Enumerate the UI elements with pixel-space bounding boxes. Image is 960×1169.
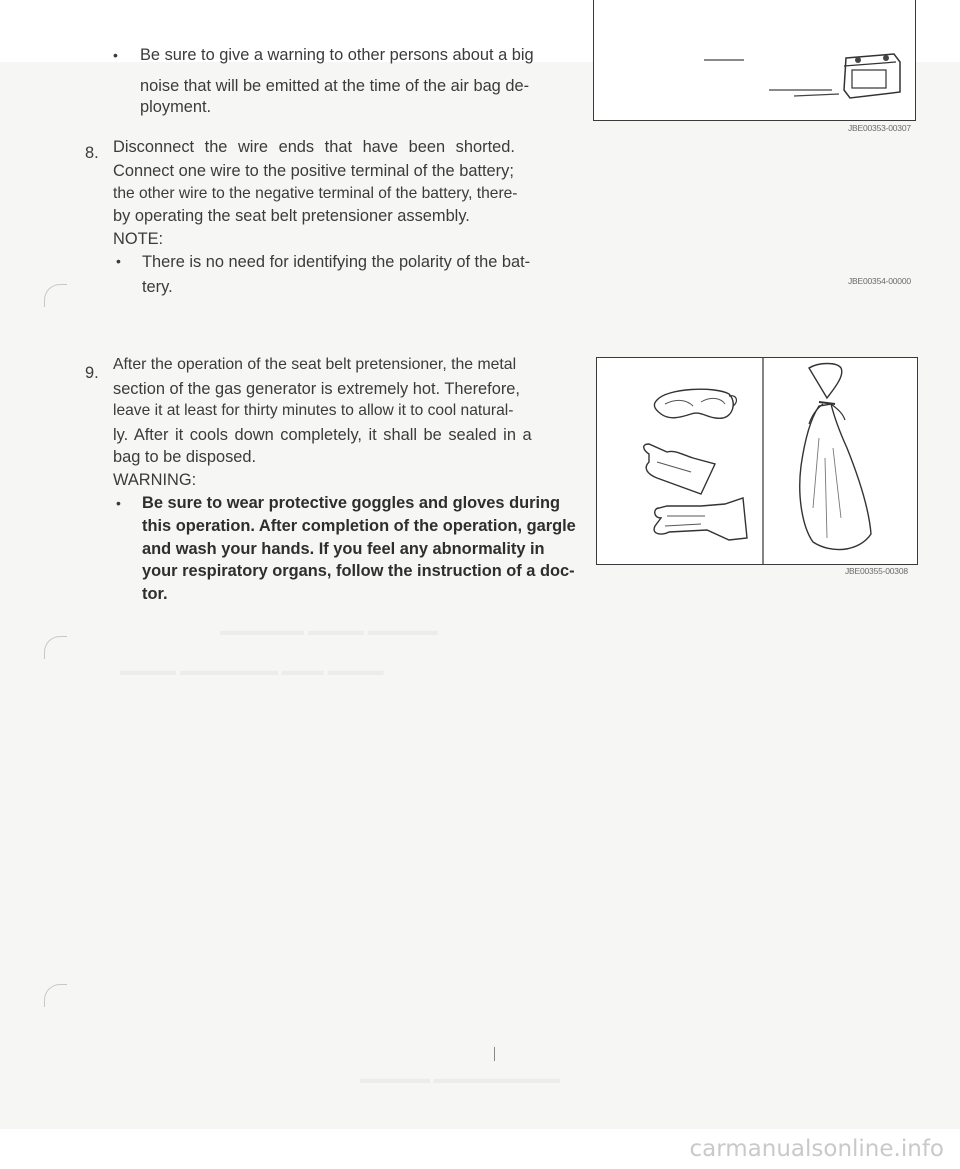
bullet-marker: •	[116, 495, 121, 511]
goggles-icon	[654, 389, 736, 418]
warning-text-line: this operation. After completion of the operation, gargle	[142, 517, 576, 535]
figure-protective-equipment	[596, 357, 918, 565]
punch-hole-mark	[44, 284, 67, 307]
step-text-line: After the operation of the seat belt pretensioner, the metal	[113, 356, 517, 373]
step-text-line: Disconnect the wire ends that have been shorted.	[113, 138, 515, 156]
figure-battery-connection	[593, 0, 916, 121]
warning-label: WARNING:	[113, 471, 197, 489]
warning-text-line: Be sure to wear protective goggles and gloves during	[142, 494, 561, 512]
bullet-text-line: ployment.	[140, 98, 212, 116]
note-text-line: tery.	[142, 278, 173, 296]
bullet-marker: •	[116, 253, 121, 269]
bleed-through-text: ▬▬▬▬ ▬▬▬▬▬▬▬ ▬▬▬ ▬▬▬▬	[120, 662, 384, 678]
bullet-marker: •	[113, 47, 118, 63]
glove-icon	[644, 444, 715, 494]
figure-code: JBE00355-00308	[845, 566, 908, 576]
step-text-line: section of the gas generator is extremely hot. Therefore,	[113, 380, 520, 398]
bleed-through-text: ▬▬▬▬▬ ▬▬▬▬▬▬▬▬▬	[360, 1070, 560, 1086]
figure-code: JBE00354-00000	[848, 276, 911, 286]
protective-equipment-illustration	[597, 358, 917, 564]
step-text-line: the other wire to the negative terminal of the battery, there-	[113, 185, 518, 202]
bullet-text-line: Be sure to give a warning to other persons about a big	[140, 46, 534, 64]
punch-hole-mark	[44, 984, 67, 1007]
warning-text-line: tor.	[142, 585, 168, 603]
step-text-line: Connect one wire to the positive terminal of the battery;	[113, 162, 514, 180]
step-text-line: bag to be disposed.	[113, 448, 257, 466]
sealed-bag-icon	[800, 364, 871, 550]
step-text-line: leave it at least for thirty minutes to allow it to cool natural-	[113, 402, 514, 419]
warning-text-line: your respiratory organs, follow the instruction of a doc-	[142, 562, 575, 580]
note-text-line: There is no need for identifying the polarity of the bat-	[142, 253, 531, 271]
figure-code: JBE00353-00307	[848, 123, 911, 133]
step-text-line: ly. After it cools down completely, it shall be sealed in a	[113, 426, 532, 444]
warning-text-line: and wash your hands. If you feel any abnormality in	[142, 540, 545, 558]
bleed-through-text: ▬▬▬▬▬▬ ▬▬▬▬ ▬▬▬▬▬	[220, 622, 438, 638]
glove-icon	[654, 498, 747, 540]
step-text-line: by operating the seat belt pretensioner assembly.	[113, 207, 470, 225]
step-number: 8.	[85, 144, 99, 162]
bullet-text-line: noise that will be emitted at the time of the air bag de-	[140, 77, 530, 95]
page-mark	[494, 1047, 495, 1061]
note-label: NOTE:	[113, 230, 164, 248]
watermark: carmanualsonline.info	[0, 1129, 960, 1169]
battery-illustration	[594, 0, 915, 120]
step-number: 9.	[85, 364, 99, 382]
punch-hole-mark	[44, 636, 67, 659]
